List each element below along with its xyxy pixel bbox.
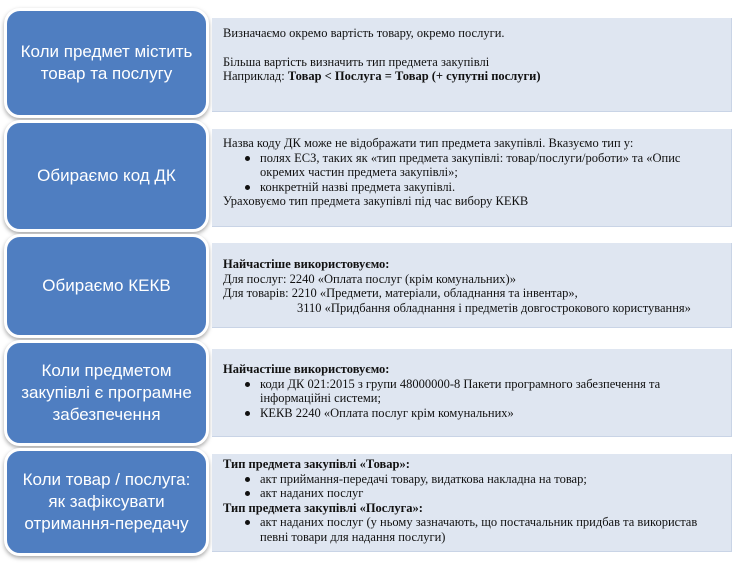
panel-software (212, 349, 732, 437)
bullet-item: полях ЕСЗ, таких як «тип предмета закупівлі: товар/послуги/роботи» та «Опис окремих частин предмета закупівлі»; (223, 151, 723, 180)
label-box-software (4, 340, 209, 446)
bullet-item: КЕКВ 2240 «Оплата послуг крім комунальних» (223, 406, 723, 421)
panel-heading: Тип предмета закупівлі «Послуга»: (223, 500, 423, 515)
bullet-item: акт приймання-передачі товару, видаткова накладна на товар; (223, 472, 723, 487)
example-formula: Товар < Послуга = Товар (+ супутні послуги) (287, 69, 541, 84)
label-line: Коли предметом (41, 361, 172, 380)
panel-line: Для товарів: 2210 «Предмети, матеріали, обладнання та інвентар», (223, 286, 578, 301)
panel-dk-code (212, 129, 732, 227)
bullet-item: акт наданих послуг (223, 486, 723, 501)
label-line: товар та послугу (40, 64, 173, 83)
panel-heading: Найчастіше використовуємо: (223, 362, 390, 376)
panel-outro: Ураховуємо тип предмета закупівлі під час вибору КЕКВ (223, 194, 529, 209)
panel-line: 3110 «Придбання обладнання і предметів довгострокового користування» (297, 300, 691, 315)
label-box-product-and-service (4, 8, 209, 118)
panel-line: Визначаємо окремо вартість товару, окремо послуги. (223, 26, 505, 40)
example-label: Наприклад: (223, 69, 288, 84)
bullet-item: коди ДК 021:2015 з групи 48000000-8 Пакети програмного забезпечення та інформаційні системи; (223, 377, 723, 406)
label-line: отримання-передачу (24, 514, 189, 533)
label-line: Коли товар / послуга: (22, 470, 191, 489)
label-line: забезпечення (52, 405, 161, 424)
label-line: Обираємо КЕКВ (42, 276, 171, 295)
panel-heading: Найчастіше використовуємо: (223, 257, 390, 271)
panel-line: Більша вартість визначить тип предмета закупівлі (223, 54, 490, 69)
panel-heading: Тип предмета закупівлі «Товар»: (223, 457, 410, 471)
label-line: Обираємо код ДК (37, 166, 176, 185)
panel-product-and-service (212, 18, 732, 112)
label-box-transfer (4, 448, 209, 556)
panel-transfer (212, 454, 732, 552)
bullet-list-services (223, 515, 723, 544)
bullet-item: акт наданих послуг (у ньому зазначають, що постачальник придбав та використав певні товари для надання послуги) (223, 515, 723, 544)
panel-kekv (212, 243, 732, 328)
panel-line (223, 69, 723, 84)
bullet-list-goods (223, 472, 723, 501)
label-line: Коли предмет містить (20, 42, 193, 61)
label-line: закупівлі є програмне (21, 383, 192, 402)
label-box-dk-code (4, 120, 209, 232)
panel-intro: Назва коду ДК може не відображати тип предмета закупівлі. Вказуємо тип у: (223, 136, 634, 150)
panel-line: Для послуг: 2240 «Оплата послуг (крім комунальних)» (223, 271, 516, 286)
bullet-item: конкретній назві предмета закупівлі. (223, 180, 723, 195)
bullet-list (223, 151, 723, 195)
label-box-kekv (4, 234, 209, 338)
label-line: як зафіксувати (48, 492, 165, 511)
bullet-list (223, 377, 723, 421)
